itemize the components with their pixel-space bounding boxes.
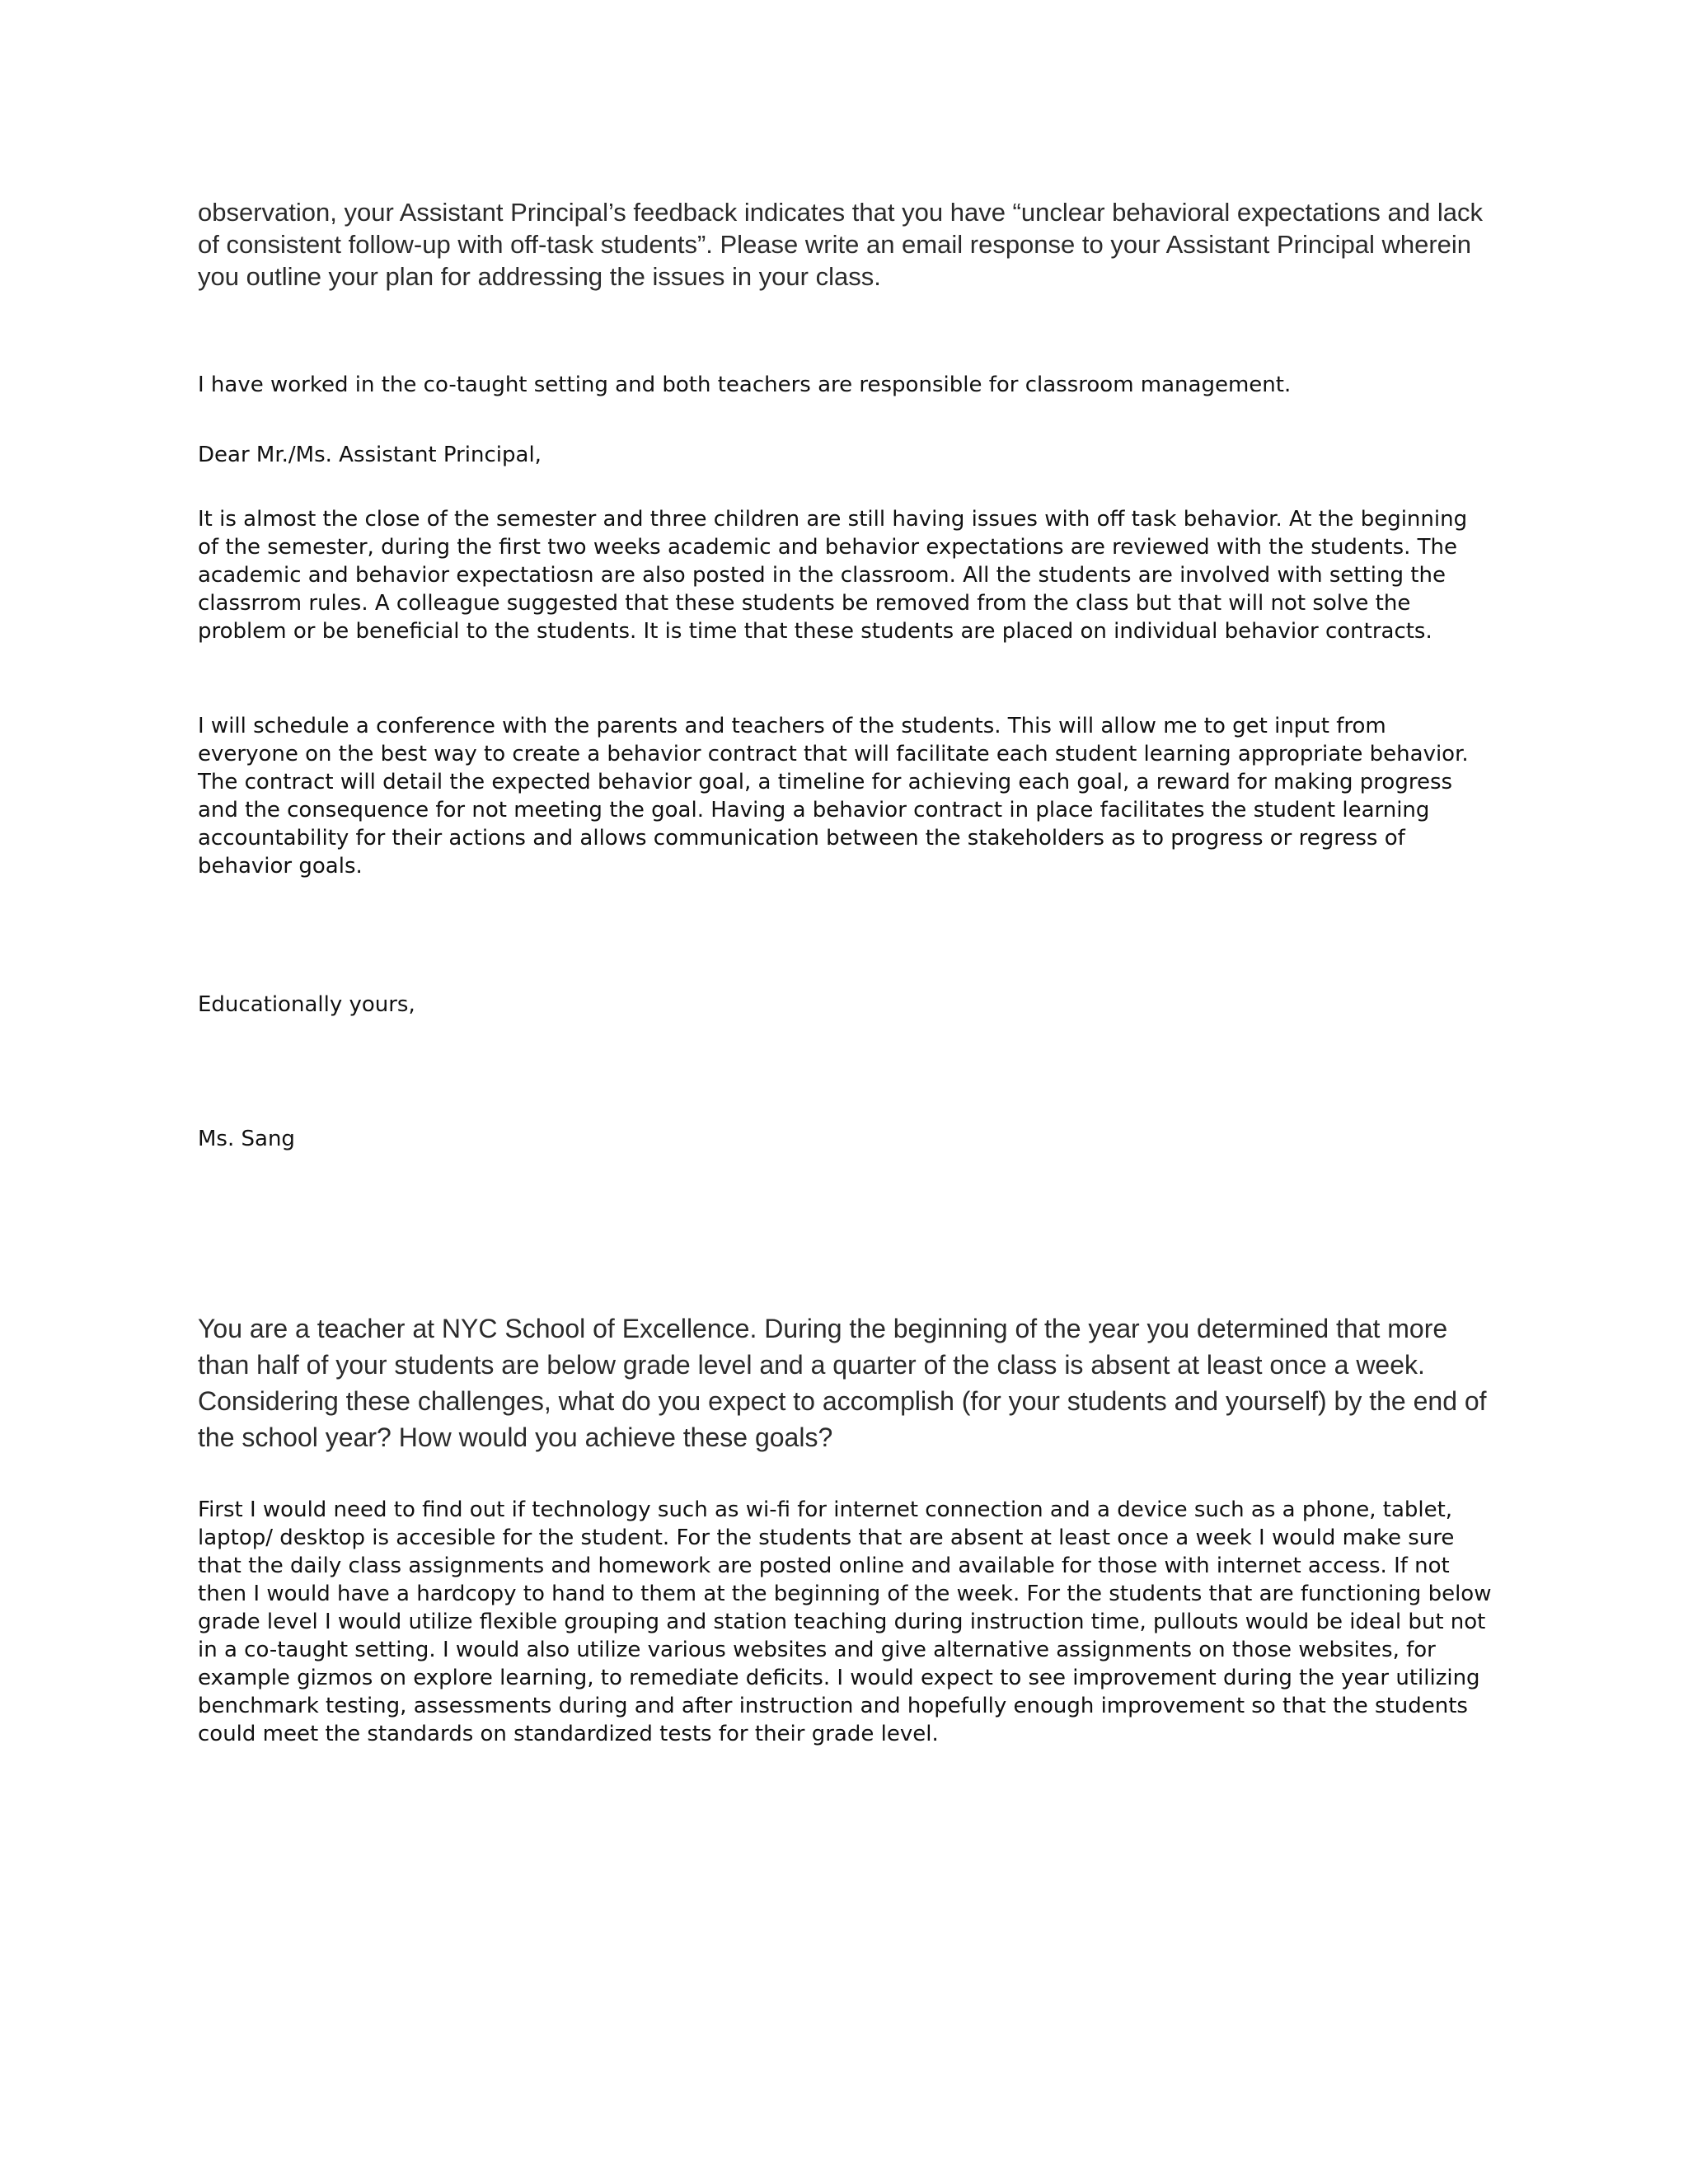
email-signature: Ms. Sang [198,1127,295,1151]
response-paragraph-3: First I would need to find out if technology such as wi-fi for internet connection and a device such as a phone, tablet, laptop/ desktop is accesible for the student. For the students that are absent at least once a week I would make sure that the daily class assignments and homework are posted online and available for those with internet access. If not then I would have a hardcopy to hand to them at the beginning of the week. For the students that are functioning below grade level I would utilize flexible grouping and station teaching during instruction time, pullouts would be ideal but not in a co-taught setting. I would also utilize various websites and give alternative assignments on those websites, for example gizmos on explore learning, to remediate deficits. I would expect to see improvement during the year utilizing benchmark testing, assessments during and after instruction and hopefully enough improvement so that the students could meet the standards on standardized tests for their grade level. [198,1497,1492,1746]
prompt-1-text: observation, your Assistant Principal’s feedback indicates that you have “unclear behavioral expectations and lack of consistent follow-up with off-task students”. Please write an email response to your Assistant Principal wherein you outline your plan for addressing the issues in your class. [198,198,1483,291]
prompt-2-text: You are a teacher at NYC School of Excellence. During the beginning of the year you determined that more than half of your students are below grade level and a quarter of the class is absent at least once a week. Considering these challenges, what do you expect to accomplish (for your students and yourself) by the end of the school year? How would you achieve these goals? [198,1314,1487,1452]
email-salutation: Dear Mr./Ms. Assistant Principal, [198,443,542,467]
co-taught-note: I have worked in the co-taught setting and both teachers are responsible for classroom management. [198,373,1292,397]
email-closing: Educationally yours, [198,992,415,1017]
email-paragraph-1: It is almost the close of the semester and three children are still having issues with off task behavior. At the beginning of the semester, during the first two weeks academic and behavior expectations are reviewed with the students. The academic and behavior expectatiosn are also posted in the classroom. All the students are involved with setting the classrrom rules. A colleague suggested that these students be removed from the class but that will not solve the problem or be beneficial to the students. It is time that these students are placed on individual behavior contracts. [198,507,1468,644]
email-paragraph-2: I will schedule a conference with the parents and teachers of the students. This will allow me to get input from everyone on the best way to create a behavior contract that will facilitate each student learning appropriate behavior. The contract will detail the expected behavior goal, a timeline for achieving each goal, a reward for making progress and the consequence for not meeting the goal. Having a behavior contract in place facilitates the student learning accountability for their actions and allows communication between the stakeholders as to progress or regress of behavior goals. [198,714,1469,879]
